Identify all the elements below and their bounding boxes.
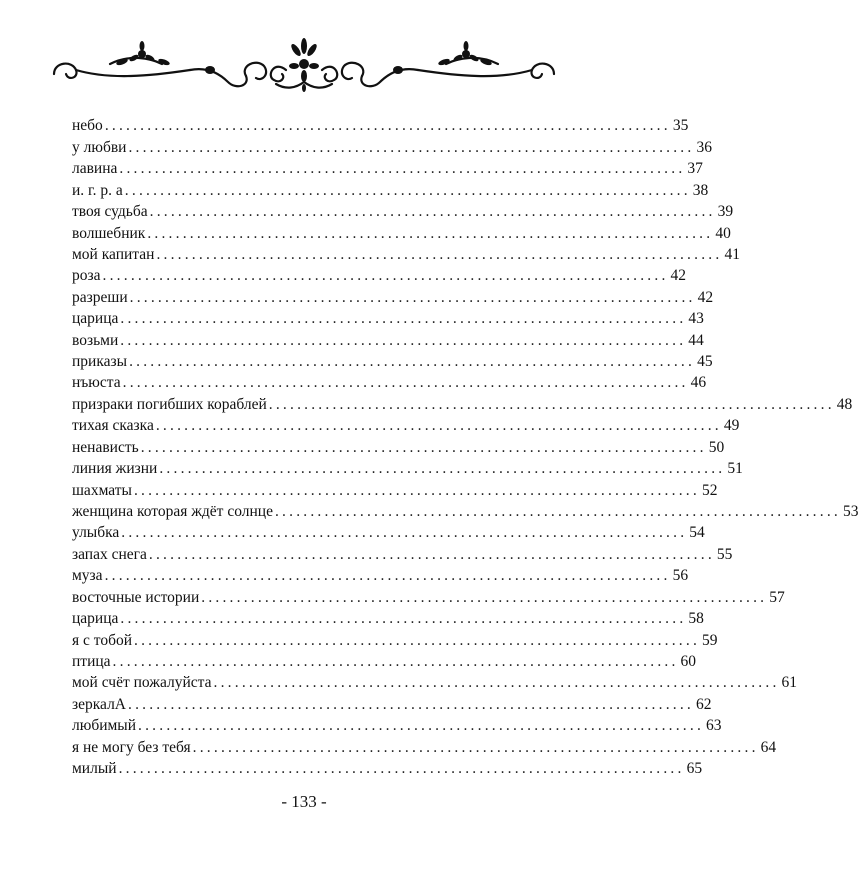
toc-entry-page: 42 [670, 267, 687, 285]
toc-entry-page: 62 [696, 695, 712, 713]
toc-entry [72, 650, 697, 671]
dot-leader: ................................................................................ [124, 181, 691, 199]
toc-entry-title: твоя судьба [72, 203, 148, 221]
toc-entry-title: роза [72, 267, 101, 285]
toc-entry-page: 65 [686, 760, 703, 778]
dot-leader: ................................................................................ [134, 631, 701, 649]
toc-entry-page: 41 [724, 245, 740, 263]
toc-entry-title: приказы [72, 353, 128, 371]
dot-leader: ................................................................................ [268, 395, 835, 413]
toc-entry [72, 671, 798, 692]
toc-entry-title: волшебник [72, 224, 146, 242]
toc-entry-page: 60 [680, 652, 697, 670]
table-of-contents [72, 114, 858, 778]
toc-entry [72, 178, 709, 199]
dot-leader: ................................................................................ [192, 738, 759, 756]
toc-entry-title: нъюста [72, 374, 121, 392]
dot-leader: ................................................................................ [104, 567, 671, 585]
dot-leader: ................................................................................ [120, 610, 687, 628]
toc-entry-page: 46 [690, 374, 707, 392]
dot-leader: ................................................................................ [118, 760, 685, 778]
toc-entry-title: запах снега [72, 545, 147, 563]
toc-entry-page: 36 [696, 138, 712, 156]
dot-leader: ................................................................................ [121, 524, 688, 542]
dot-leader: ................................................................................ [128, 138, 695, 156]
dot-leader: ................................................................................ [104, 117, 671, 135]
dot-leader: ................................................................................ [120, 331, 687, 349]
toc-entry-page: 49 [723, 417, 740, 435]
dot-leader: ................................................................................ [274, 503, 841, 521]
toc-entry [72, 307, 704, 328]
dot-leader: ................................................................................ [119, 160, 686, 178]
toc-entry [72, 285, 714, 306]
toc-entry [72, 564, 689, 585]
toc-entry [72, 692, 712, 713]
toc-entry-title: тихая сказка [72, 417, 154, 435]
toc-entry [72, 200, 734, 221]
toc-entry-title: у любви [72, 138, 127, 156]
toc-entry [72, 350, 713, 371]
toc-entry [72, 735, 777, 756]
dot-leader: ................................................................................ [213, 674, 780, 692]
toc-entry-page: 39 [717, 203, 734, 221]
toc-entry-page: 35 [672, 117, 689, 135]
toc-entry-page: 42 [697, 288, 714, 306]
dot-leader: ................................................................................ [159, 460, 726, 478]
toc-entry [72, 221, 731, 242]
dot-leader: ................................................................................ [156, 245, 723, 263]
toc-entry-page: 53 [842, 503, 858, 521]
toc-entry [72, 607, 704, 628]
toc-entry-title: небо [72, 117, 103, 135]
toc-entry-title: и. г. р. а [72, 181, 123, 199]
dot-leader: ................................................................................ [129, 353, 696, 371]
dot-leader: ................................................................................ [140, 438, 707, 456]
toc-entry-page: 59 [702, 631, 718, 649]
toc-entry-page: 48 [836, 395, 853, 413]
dot-leader: ................................................................................ [102, 267, 669, 285]
toc-entry [72, 757, 703, 778]
dot-leader: ................................................................................ [148, 545, 715, 563]
toc-entry-title: лавина [72, 160, 118, 178]
page-number: - 133 - [281, 792, 327, 811]
toc-entry [72, 628, 718, 649]
toc-entry-title: шахматы [72, 481, 132, 499]
toc-entry [72, 392, 853, 413]
toc-entry [72, 521, 705, 542]
dot-leader: ................................................................................ [120, 310, 687, 328]
dot-leader: ................................................................................ [122, 374, 689, 392]
toc-entry-title: разреши [72, 288, 128, 306]
dot-leader: ................................................................................ [147, 224, 714, 242]
toc-entry-page: 45 [697, 353, 713, 371]
toc-entry-title: призраки погибших кораблей [72, 395, 267, 413]
toc-entry-page: 37 [687, 160, 703, 178]
dot-leader: ................................................................................ [112, 652, 679, 670]
toc-entry [72, 264, 687, 285]
toc-entry-title: возьми [72, 331, 119, 349]
toc-entry-page: 64 [760, 738, 777, 756]
dot-leader: ................................................................................ [129, 288, 696, 306]
toc-entry-title: царица [72, 310, 119, 328]
toc-entry-page: 44 [688, 331, 704, 349]
toc-entry [72, 157, 703, 178]
dot-leader: ................................................................................ [138, 717, 705, 735]
toc-entry-title: мой счёт пожалуйста [72, 674, 212, 692]
toc-entry-page: 57 [769, 588, 785, 606]
toc-entry-title: я с тобой [72, 631, 133, 649]
toc-entry-title: женщина которая ждёт солнце [72, 503, 273, 521]
dot-leader: ................................................................................ [201, 588, 768, 606]
toc-entry [72, 328, 704, 349]
dot-leader: ................................................................................ [149, 203, 716, 221]
toc-entry-page: 54 [689, 524, 705, 542]
toc-entry-title: линия жизни [72, 460, 158, 478]
toc-entry [72, 500, 858, 521]
toc-entry [72, 371, 707, 392]
toc-entry-title: восточные истории [72, 588, 200, 606]
toc-entry [72, 435, 725, 456]
toc-entry-page: 43 [688, 310, 704, 328]
toc-entry-page: 63 [706, 717, 722, 735]
toc-entry [72, 414, 740, 435]
toc-entry [72, 243, 740, 264]
toc-entry [72, 478, 718, 499]
toc-entry-page: 38 [692, 181, 709, 199]
toc-entry [72, 542, 733, 563]
toc-entry-page: 55 [716, 545, 733, 563]
toc-entry [72, 114, 689, 135]
dot-leader: ................................................................................ [155, 417, 722, 435]
toc-entry-title: я не могу без тебя [72, 738, 191, 756]
toc-entry-page: 61 [781, 674, 798, 692]
toc-entry-page: 50 [708, 438, 725, 456]
floral-ornament-icon [50, 36, 558, 96]
toc-entry-title: зеркалА [72, 695, 126, 713]
toc-entry-title: милый [72, 760, 117, 778]
dot-leader: ................................................................................ [128, 695, 694, 713]
toc-entry [72, 135, 712, 156]
toc-entry-title: птица [72, 652, 111, 670]
toc-entry-title: улыбка [72, 524, 120, 542]
toc-entry-title: ненависть [72, 438, 139, 456]
toc-entry-page: 52 [701, 481, 718, 499]
toc-entry [72, 585, 785, 606]
toc-entry [72, 714, 722, 735]
dot-leader: ................................................................................ [133, 481, 700, 499]
toc-entry [72, 457, 743, 478]
toc-entry-title: муза [72, 567, 103, 585]
toc-entry-page: 51 [727, 460, 743, 478]
toc-entry-page: 58 [688, 610, 704, 628]
toc-entry-page: 56 [672, 567, 689, 585]
toc-entry-title: любимый [72, 717, 137, 735]
toc-entry-title: царица [72, 610, 119, 628]
toc-entry-title: мой капитан [72, 245, 155, 263]
toc-entry-page: 40 [715, 224, 731, 242]
